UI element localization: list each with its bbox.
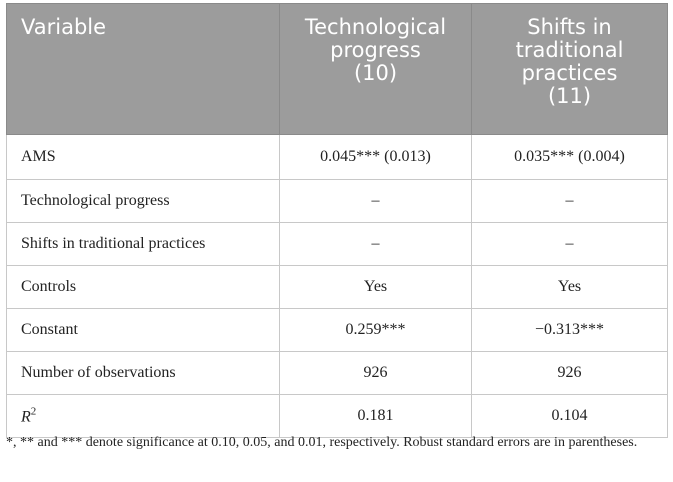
header-line: (10) <box>353 61 398 85</box>
cell-col11: – <box>472 223 668 266</box>
cell-col11: 926 <box>472 352 668 395</box>
cell-col10: – <box>280 180 472 223</box>
cell-col11: 0.035*** (0.004) <box>472 135 668 180</box>
r-squared-symbol: R <box>21 408 31 426</box>
header-line: progress <box>330 38 421 62</box>
table-row <box>7 266 668 309</box>
table-row <box>7 352 668 395</box>
regression-table <box>6 3 668 438</box>
row-label: Shifts in traditional practices <box>7 223 280 266</box>
cell-col11: −0.313*** <box>472 309 668 352</box>
header-line: traditional <box>515 38 624 62</box>
cell-col11: Yes <box>472 266 668 309</box>
table-row <box>7 223 668 266</box>
header-line: (11) <box>547 84 592 108</box>
table-row <box>7 180 668 223</box>
header-shifts-in-traditional-practices <box>472 4 668 135</box>
cell-col10: Yes <box>280 266 472 309</box>
cell-col11: 0.104 <box>472 395 668 438</box>
header-variable: Variable <box>7 4 280 135</box>
cell-col10: – <box>280 223 472 266</box>
cell-col10: 0.045*** (0.013) <box>280 135 472 180</box>
table-row <box>7 309 668 352</box>
r-squared-exponent: 2 <box>30 405 37 418</box>
cell-col11: – <box>472 180 668 223</box>
header-line: practices <box>521 61 618 85</box>
header-row <box>7 4 668 135</box>
header-technological-progress <box>280 4 472 135</box>
row-label: Number of observations <box>7 352 280 395</box>
table-footnote: *, ** and *** denote significance at 0.10, 0.05, and 0.01, respectively. Robust standard errors are in parentheses. <box>6 435 638 450</box>
cell-col10: 0.259*** <box>280 309 472 352</box>
header-line: Technological <box>304 15 447 39</box>
header-line: Shifts in <box>527 15 612 39</box>
cell-col10: 926 <box>280 352 472 395</box>
row-label: AMS <box>7 135 280 180</box>
table-row <box>7 135 668 180</box>
row-label: Controls <box>7 266 280 309</box>
row-label: Constant <box>7 309 280 352</box>
row-label: Technological progress <box>7 180 280 223</box>
cell-col10: 0.181 <box>280 395 472 438</box>
